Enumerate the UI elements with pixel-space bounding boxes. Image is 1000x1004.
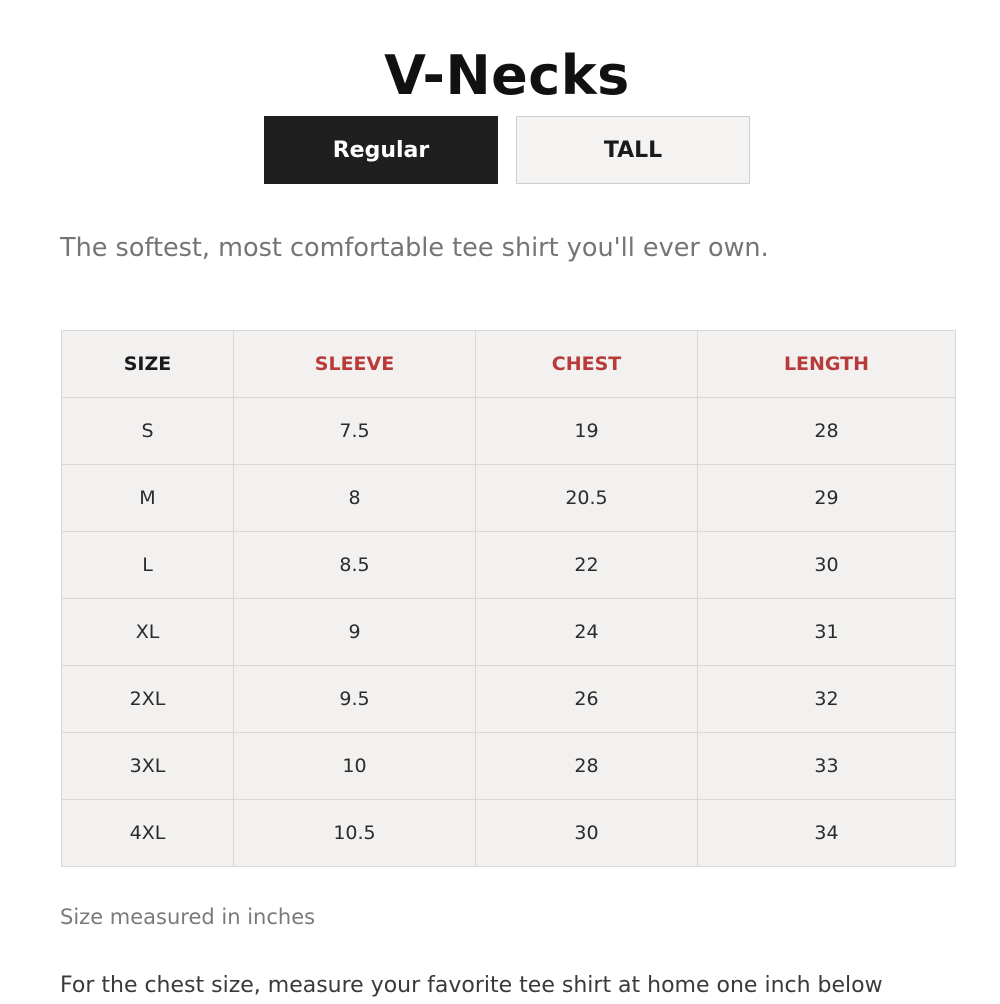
measurement-unit-note: Size measured in inches xyxy=(60,905,316,929)
header-chest: CHEST xyxy=(476,331,698,398)
table-row xyxy=(62,800,956,867)
cell-sleeve: 8 xyxy=(234,465,476,532)
cell-size: M xyxy=(62,465,234,532)
cell-chest: 24 xyxy=(476,599,698,666)
cell-size: 2XL xyxy=(62,666,234,733)
cell-length: 34 xyxy=(698,800,956,867)
cell-size: XL xyxy=(62,599,234,666)
cell-sleeve: 10 xyxy=(234,733,476,800)
table-row xyxy=(62,733,956,800)
table-row xyxy=(62,398,956,465)
cell-length: 31 xyxy=(698,599,956,666)
tab-tall[interactable]: TALL xyxy=(516,116,750,184)
cell-chest: 19 xyxy=(476,398,698,465)
tab-regular[interactable]: Regular xyxy=(264,116,498,184)
table-header-row xyxy=(62,331,956,398)
cell-size: 4XL xyxy=(62,800,234,867)
cell-chest: 22 xyxy=(476,532,698,599)
product-tagline: The softest, most comfortable tee shirt you'll ever own. xyxy=(60,233,769,263)
table-row xyxy=(62,532,956,599)
cell-sleeve: 9 xyxy=(234,599,476,666)
cell-length: 32 xyxy=(698,666,956,733)
cell-sleeve: 7.5 xyxy=(234,398,476,465)
cell-sleeve: 10.5 xyxy=(234,800,476,867)
cell-chest: 20.5 xyxy=(476,465,698,532)
page-title: V-Necks xyxy=(384,44,630,108)
table-row xyxy=(62,599,956,666)
cell-length: 28 xyxy=(698,398,956,465)
cell-chest: 26 xyxy=(476,666,698,733)
header-sleeve: SLEEVE xyxy=(234,331,476,398)
cell-chest: 28 xyxy=(476,733,698,800)
cell-size: S xyxy=(62,398,234,465)
cell-sleeve: 8.5 xyxy=(234,532,476,599)
cell-length: 30 xyxy=(698,532,956,599)
size-fit-tabs xyxy=(264,116,750,184)
table-row xyxy=(62,465,956,532)
cell-length: 33 xyxy=(698,733,956,800)
size-chart-table xyxy=(61,330,956,867)
cell-sleeve: 9.5 xyxy=(234,666,476,733)
measuring-instructions: For the chest size, measure your favorite tee shirt at home one inch below xyxy=(60,973,883,998)
header-size: SIZE xyxy=(62,331,234,398)
cell-length: 29 xyxy=(698,465,956,532)
cell-size: 3XL xyxy=(62,733,234,800)
cell-size: L xyxy=(62,532,234,599)
header-length: LENGTH xyxy=(698,331,956,398)
table-row xyxy=(62,666,956,733)
cell-chest: 30 xyxy=(476,800,698,867)
